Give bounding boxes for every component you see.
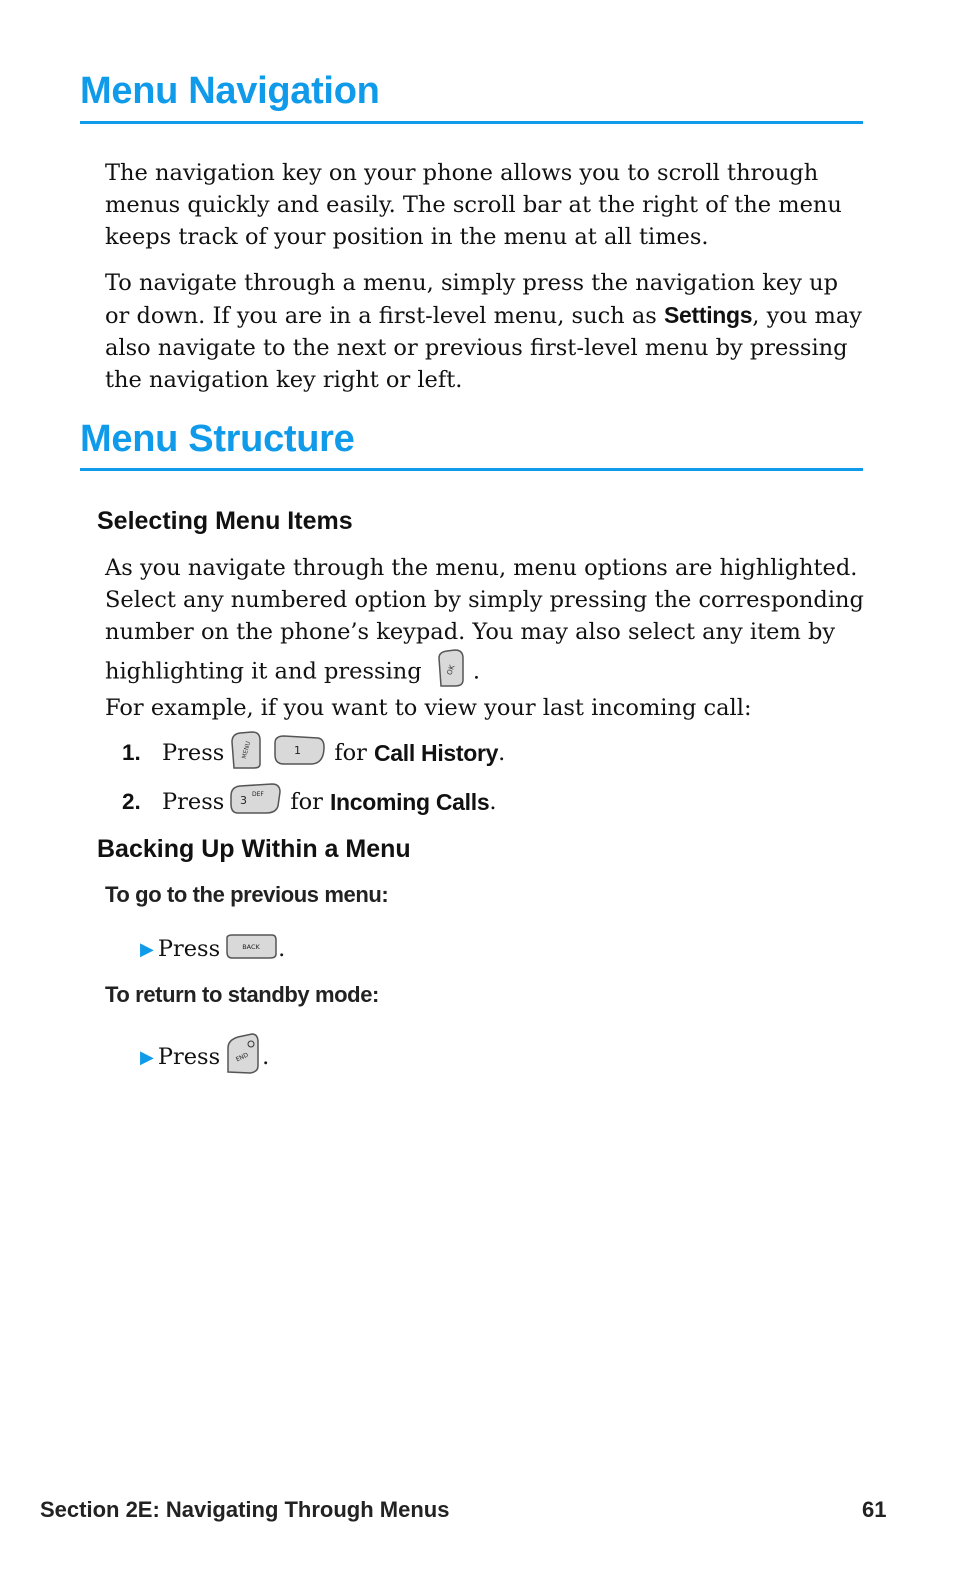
one-key-icon xyxy=(272,733,326,773)
step-number: 2. xyxy=(122,789,141,814)
step-2 xyxy=(122,782,497,822)
three-def-key-icon xyxy=(228,782,282,822)
step-press: Press xyxy=(162,789,225,815)
arrow-bullet-icon: ▶ xyxy=(140,938,154,960)
incoming-calls-term: Incoming Calls xyxy=(329,788,490,815)
footer-section-title: Section 2E: Navigating Through Menus xyxy=(40,1497,450,1522)
subheading-standby-mode: To return to standby mode: xyxy=(105,982,379,1007)
three-key-label: 3 xyxy=(240,794,248,807)
menu-key-label: MENU xyxy=(241,740,253,760)
step-1 xyxy=(122,730,505,776)
nav-paragraph-1: The navigation key on your phone allows you to scroll through menus quickly and easily. The scroll bar at the right of the menu keeps track of your position in the menu at all times. xyxy=(105,160,842,250)
arrow-bullet-icon: ▶ xyxy=(140,1046,154,1068)
call-history-term: Call History xyxy=(373,739,499,766)
selecting-period: . xyxy=(472,658,480,685)
step-for: for xyxy=(334,740,367,766)
subheading-previous-menu: To go to the previous menu: xyxy=(105,882,389,907)
menu-key-icon xyxy=(228,730,264,776)
nav-paragraph-2-pre: To navigate through a menu, simply press the navigation key up or down. If you are in a first-level menu, such as xyxy=(105,270,838,329)
end-key-label: END xyxy=(235,1051,250,1064)
back-key-icon xyxy=(224,932,278,966)
title-rule xyxy=(80,121,863,124)
one-key-label: 1 xyxy=(294,744,302,757)
bullet-back xyxy=(140,932,285,966)
selecting-paragraph-1 xyxy=(105,552,865,697)
heading-selecting-menu-items: Selecting Menu Items xyxy=(97,507,353,535)
step-number: 1. xyxy=(122,740,141,765)
bullet-press: Press xyxy=(157,936,221,962)
step-period: . xyxy=(489,789,497,815)
section-title-menu-structure: Menu Structure xyxy=(80,418,355,460)
ok-key-icon xyxy=(433,648,469,697)
nav-paragraph-2-post: , you may also navigate to the next or previous first-level menu by pressing the navigation key right or left. xyxy=(105,303,862,393)
heading-backing-up: Backing Up Within a Menu xyxy=(97,835,411,863)
def-key-label: DEF xyxy=(252,791,265,798)
bullet-press: Press xyxy=(157,1044,221,1070)
section-rule xyxy=(80,468,863,471)
step-press: Press xyxy=(162,740,225,766)
page-title-menu-navigation: Menu Navigation xyxy=(80,70,380,112)
bullet-end xyxy=(140,1032,269,1082)
step-for: for xyxy=(290,789,323,815)
ok-key-label: OK xyxy=(445,663,457,677)
footer-page-number: 61 xyxy=(862,1497,887,1522)
selecting-paragraph-2: For example, if you want to view your last incoming call: xyxy=(105,695,752,721)
bullet-period: . xyxy=(262,1044,270,1070)
settings-term: Settings xyxy=(663,302,753,328)
back-key-label: BACK xyxy=(242,943,260,951)
nav-paragraph-2 xyxy=(105,267,865,396)
bullet-period: . xyxy=(278,936,286,962)
step-period: . xyxy=(498,740,506,766)
selecting-text: As you navigate through the menu, menu options are highlighted. Select any numbered option by simply pressing the corresponding number on the phone’s keypad. You may also select any item by highlighting it and pressing xyxy=(105,555,864,685)
end-key-icon xyxy=(224,1032,262,1082)
